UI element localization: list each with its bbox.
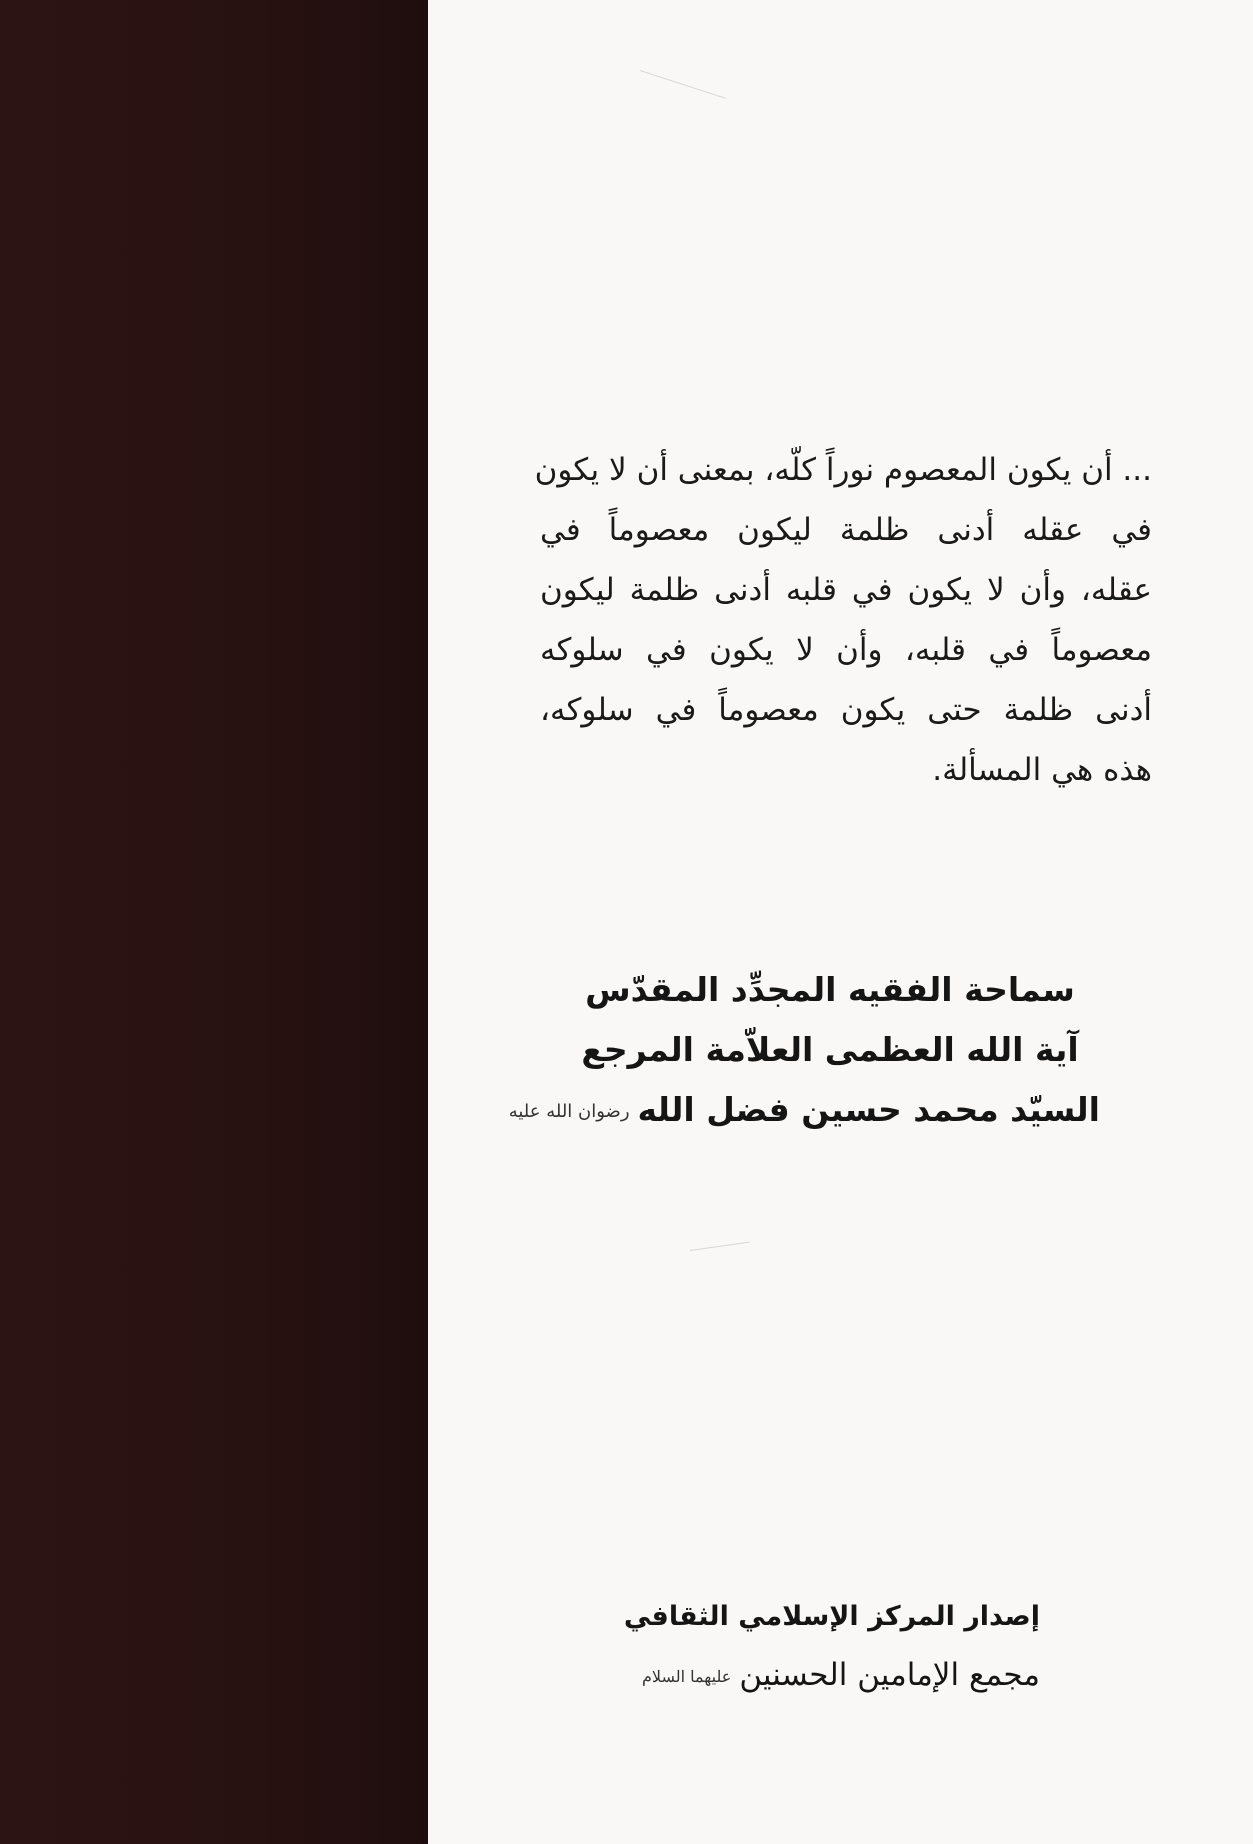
- back-cover-page: [428, 0, 1253, 1844]
- honorific-calligraphy: رضوان الله عليه: [508, 1100, 630, 1122]
- quote-line: هذه هي المسألة.: [932, 752, 1152, 788]
- quote-passage: [534, 440, 1152, 800]
- blessing-calligraphy: عليهما السلام: [642, 1666, 732, 1686]
- author-title-line: سماحة الفقيه المجدِّد المقدّس: [585, 970, 1075, 1009]
- author-name-line: [508, 1080, 1100, 1142]
- cover-spine: [0, 0, 428, 1844]
- quote-line: ... أن يكون المعصوم نوراً كلّه، بمعنى أن لا يكون: [534, 452, 1152, 488]
- author-attribution: [508, 960, 1100, 1142]
- publisher-block: [620, 1590, 1040, 1708]
- publisher-org-line: [620, 1644, 1040, 1708]
- quote-line: عقله، وأن لا يكون في قلبه أدنى ظلمة ليكون: [540, 572, 1152, 608]
- author-rank-line: آية الله العظمى العلاّمة المرجع: [581, 1030, 1079, 1069]
- quote-line: في عقله أدنى ظلمة ليكون معصوماً في: [540, 512, 1152, 548]
- quote-line: أدنى ظلمة حتى يكون معصوماً في سلوكه،: [540, 692, 1152, 728]
- publisher-org: مجمع الإمامين الحسنين: [739, 1657, 1040, 1693]
- author-name: السيّد محمد حسين فضل الله: [637, 1090, 1100, 1129]
- publisher-name: إصدار المركز الإسلامي الثقافي: [623, 1601, 1040, 1632]
- quote-line: معصوماً في قلبه، وأن لا يكون في سلوكه: [540, 632, 1152, 668]
